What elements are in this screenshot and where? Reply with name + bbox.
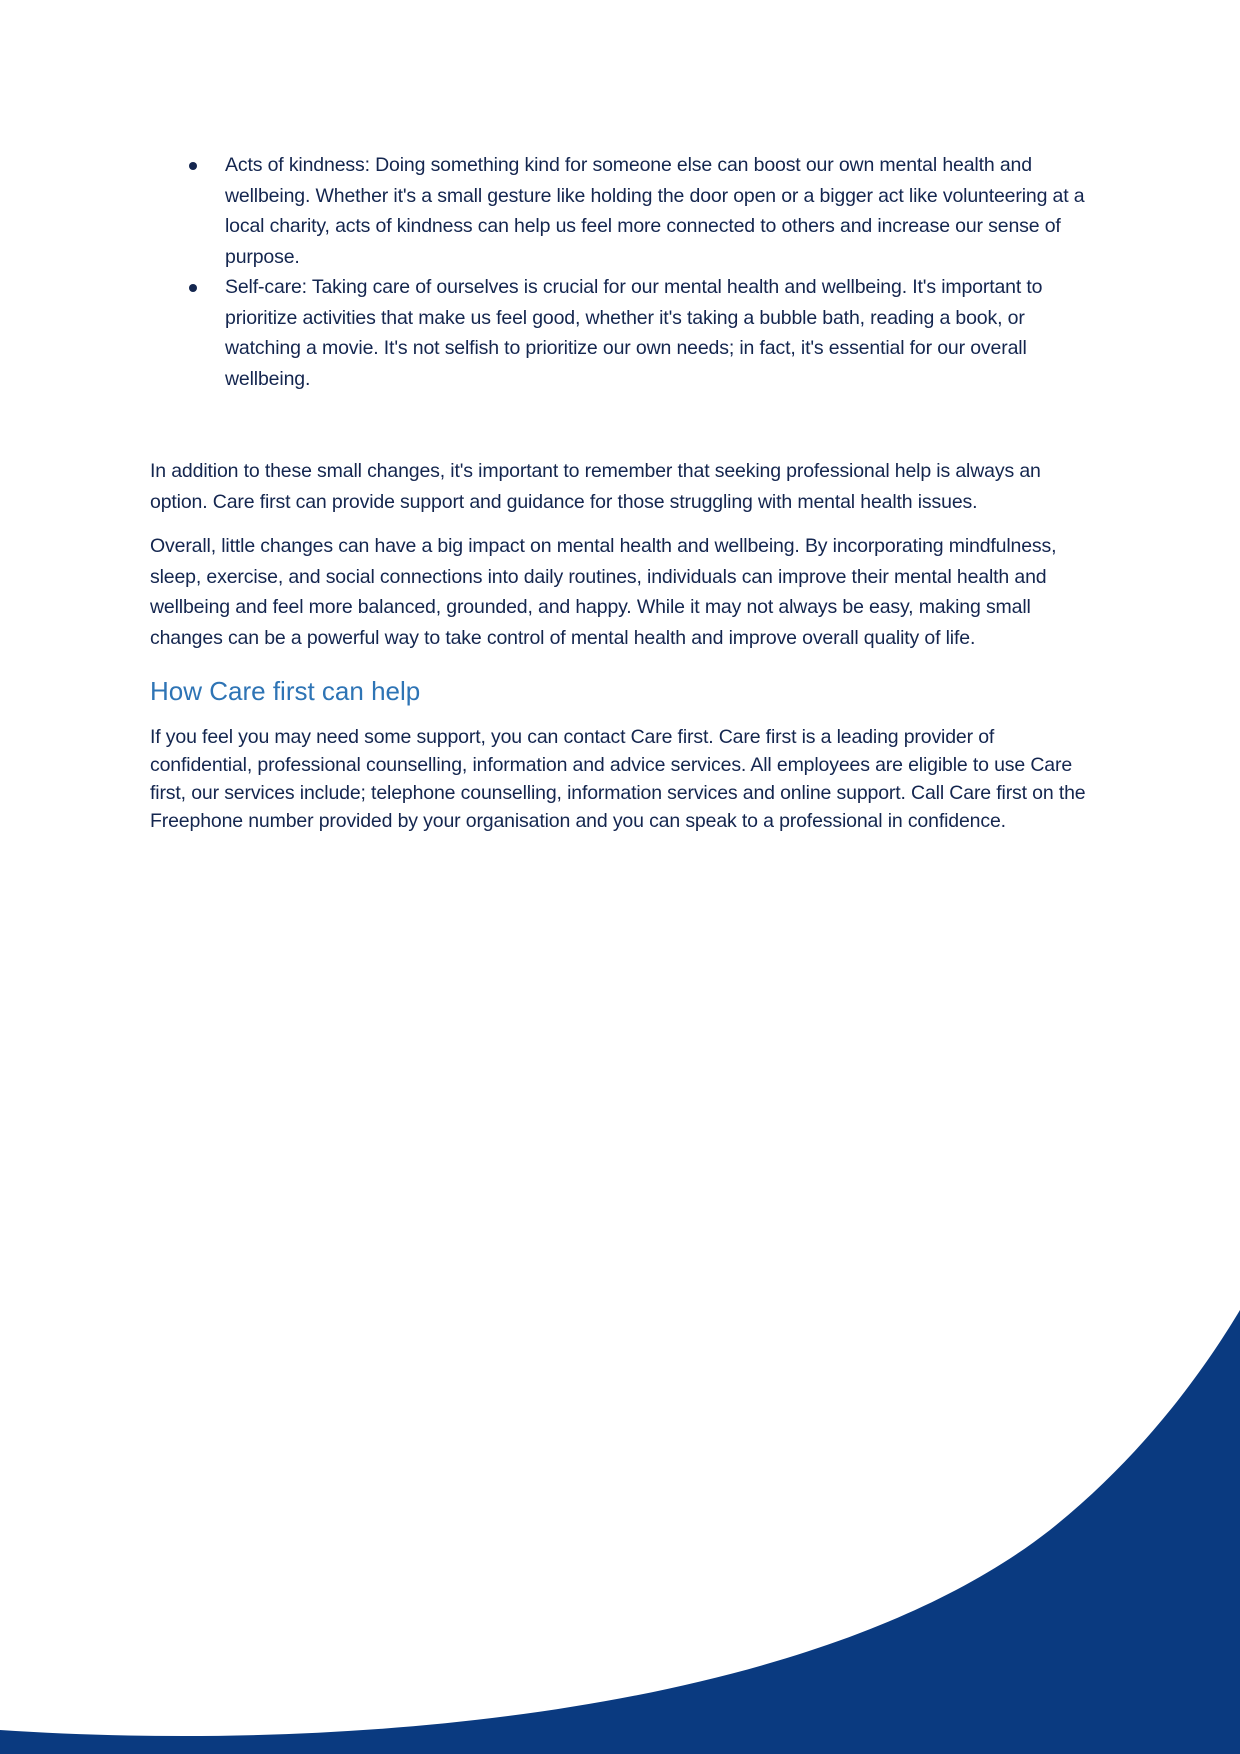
section-heading: How Care first can help: [150, 676, 421, 706]
tips-list: [150, 150, 1090, 394]
list-item-text: Self-care: Taking care of ourselves is crucial for our mental health and wellbeing. It's important to prioritize activities that make us feel good, whether it's taking a bubble bath, reading a book, or watching a movie. It's not selfish to prioritize our own needs; in fact, it's essential for our overall wellbeing.: [225, 276, 1043, 390]
list-item-text: Acts of kindness: Doing something kind for someone else can boost our own mental health and wellbeing. Whether it's a small gesture like holding the door open or a bigger act like volunteering at a local charity, acts of kindness can help us feel more connected to others and increase our sense of purpose.: [225, 154, 1085, 268]
bullet-icon: [189, 284, 197, 292]
section-body-paragraph: If you feel you may need some support, you can contact Care first. Care first is a leading provider of confidential, professional counselling, information and advice services. All employees are eligible to use Care first, our services include; telephone counselling, information services and online support. Call Care first on the Freephone number provided by your organisation and you can speak to a professional in confidence.: [150, 726, 1086, 832]
bullet-icon: [189, 162, 197, 170]
wave-fill: [0, 1310, 1240, 1754]
decorative-wave-shape: [0, 1150, 1240, 1754]
overall-paragraph: Overall, little changes can have a big impact on mental health and wellbeing. By incorporating mindfulness, sleep, exercise, and social connections into daily routines, individuals can improve their mental health and wellbeing and feel more balanced, grounded, and happy. While it may not always be easy, making small changes can be a powerful way to take control of mental health and improve overall quality of life.: [150, 535, 1057, 649]
list-item: [150, 150, 1090, 272]
professional-help-paragraph: In addition to these small changes, it's important to remember that seeking professional help is always an option. Care first can provide support and guidance for those struggling with mental health issues.: [150, 460, 1041, 513]
list-item: [150, 272, 1090, 394]
page-content: [150, 150, 1090, 835]
